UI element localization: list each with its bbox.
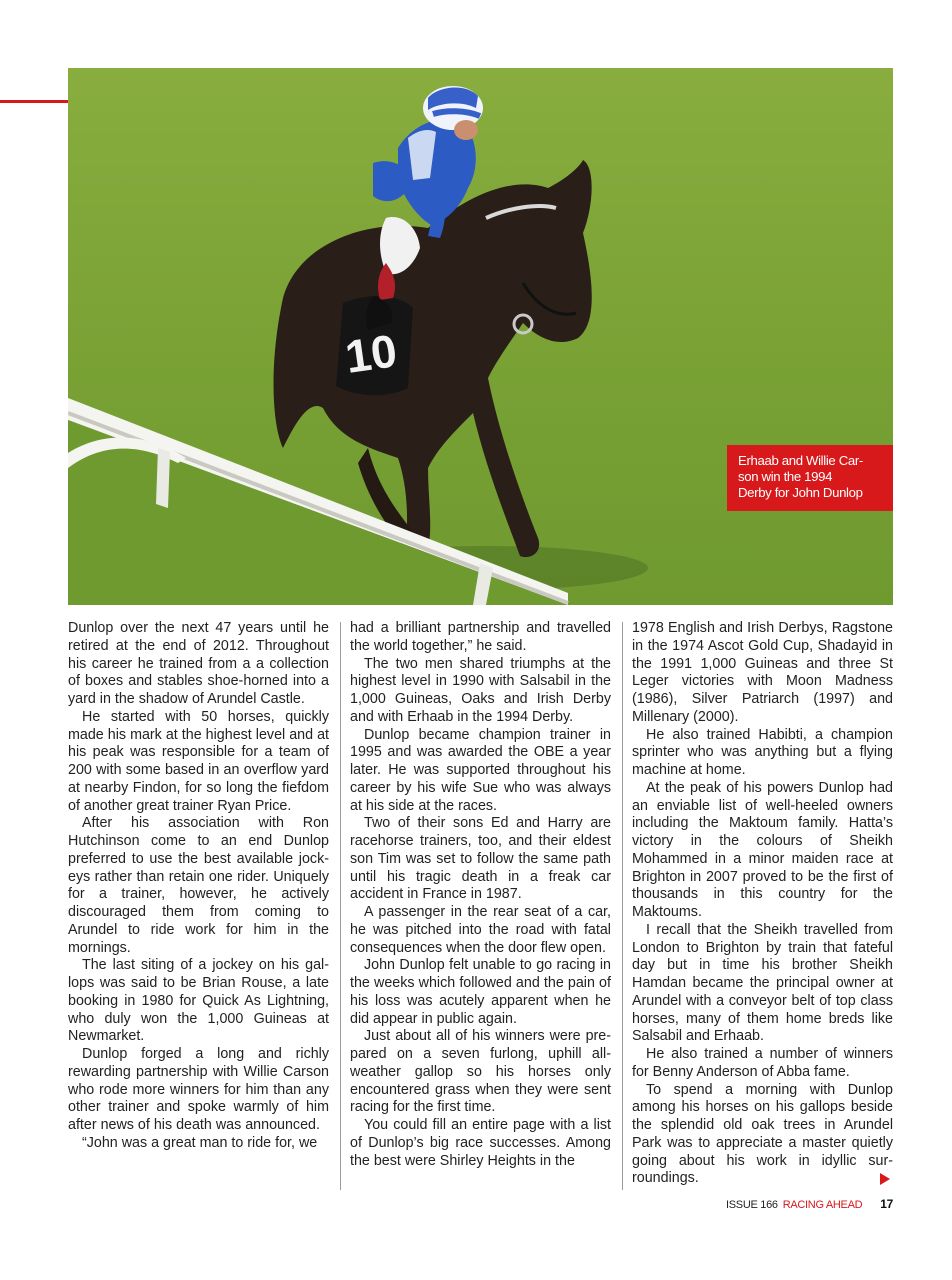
magazine-brand: RACING AHEAD: [782, 1199, 863, 1211]
racehorse-photo: [68, 68, 893, 605]
paragraph: “John was a great man to ride for, we: [82, 1134, 318, 1151]
caption-line: son win the 1994: [738, 469, 833, 484]
paragraph: You could fill an entire page with a list of Dunlop’s big race successes. Among the best were Shirley Heights in the: [350, 1117, 611, 1169]
paragraph: John Dunlop felt unable to go racing in the weeks which followed and the pain of his loss was acutely apparent when he did appear in public again.: [350, 957, 611, 1027]
accent-rule: [0, 100, 68, 103]
paragraph: The last siting of a jockey on his gal-lops was said to be Brian Rouse, a late booking in 1980 for Quick As Lightning, who duly won the 1,000 Guineas at Newmarket.: [68, 957, 329, 1045]
page-footer: [726, 1197, 893, 1211]
saddlecloth-number: 10: [342, 324, 400, 383]
paragraph: Just about all of his winners were pre-pared on a seven furlong, uphill all-weather gallop so his horses only encountered grass when they were sent racing for the first time.: [350, 1028, 611, 1116]
column-divider: [622, 622, 623, 1190]
photo-caption: [727, 445, 893, 511]
paragraph: Dunlop over the next 47 years until he retired at the end of 2012. Throughout his career he trained from a a collection of boxes and stables shoe-horned into a yard in the shadow of Arundel Castle.: [68, 620, 329, 707]
paragraph: Two of their sons Ed and Harry are racehorse trainers, too, and their eldest son Tim was set to follow the same path until his tragic death in a freak car accident in France in 1987.: [350, 815, 611, 903]
article-column-2: [350, 620, 611, 1170]
article-column-3: [632, 620, 893, 1188]
column-divider: [340, 622, 341, 1190]
paragraph: I recall that the Sheikh travelled from London to Brighton by train that fateful day but in time his brother Sheikh Hamdan became the principal owner at Arundel with a conveyor belt of top class horses, many of them home breds like Salsabil and Erhaab.: [632, 921, 893, 1045]
paragraph: Dunlop forged a long and richly rewarding partnership with Willie Carson who rode more winners for him than any other trainer and spoke warmly of him after news of his death was announced.: [68, 1046, 329, 1133]
page-number: 17: [880, 1197, 893, 1211]
paragraph: At the peak of his powers Dunlop had an enviable list of well-heeled owners including the Maktoum family. Hatta’s victory in the colours of Sheikh Mohammed in a minor maiden race at Brighton in 2007 proved to be the first of thousands in this country for the Maktoums.: [632, 779, 893, 920]
end-of-article-triangle-icon: [880, 1173, 890, 1185]
paragraph: The two men shared triumphs at the highest level in 1990 with Salsabil in the 1,000 Guineas, Oaks and Irish Derby and with Erhaab in the 1994 Derby.: [350, 655, 611, 725]
paragraph: To spend a morning with Dunlop among his horses on his gallops beside the splendid old oak trees in Arundel Park was to appreciate a master quietly going about his work in idyllic sur-roundings.: [632, 1081, 893, 1187]
paragraph: After his association with Ron Hutchinson come to an end Dunlop preferred to use the best available jock-eys rather than retain one rider. Uniquely for a trainer, however, he actively discouraged them from coming to Arundel to ride work for him in the mornings.: [68, 815, 329, 956]
paragraph: had a brilliant partnership and travelled the world together,” he said.: [350, 620, 611, 654]
paragraph: He also trained a number of winners for Benny Anderson of Abba fame.: [632, 1046, 893, 1080]
article-column-1: [68, 620, 329, 1153]
paragraph: Dunlop became champion trainer in 1995 and was awarded the OBE a year later. He was supported throughout his career by his wife Sue who was always at his side at the races.: [350, 726, 611, 814]
paragraph: He started with 50 horses, quickly made his mark at the highest level and at his peak was responsible for a team of 200 with some based in an overflow yard at nearby Findon, for so long the fiefdom of another great trainer Ryan Price.: [68, 708, 329, 814]
paragraph: He also trained Habibti, a champion sprinter who was anything but a flying machine at home.: [632, 726, 893, 778]
photo-illustration: [68, 68, 893, 605]
caption-line: Erhaab and Willie Car-: [738, 453, 863, 468]
paragraph: 1978 English and Irish Derbys, Ragstone in the 1974 Ascot Gold Cup, Shadayid in the 1991 1,000 Guineas and three St Leger victories with Moon Madness (1986), Silver Patriarch (1997) and Millenary (2000).: [632, 620, 893, 725]
issue-label: ISSUE 166: [725, 1199, 778, 1211]
caption-line: Derby for John Dunlop: [738, 485, 863, 500]
paragraph: A passenger in the rear seat of a car, he was pitched into the road with fatal consequences when the door flew open.: [350, 904, 611, 956]
